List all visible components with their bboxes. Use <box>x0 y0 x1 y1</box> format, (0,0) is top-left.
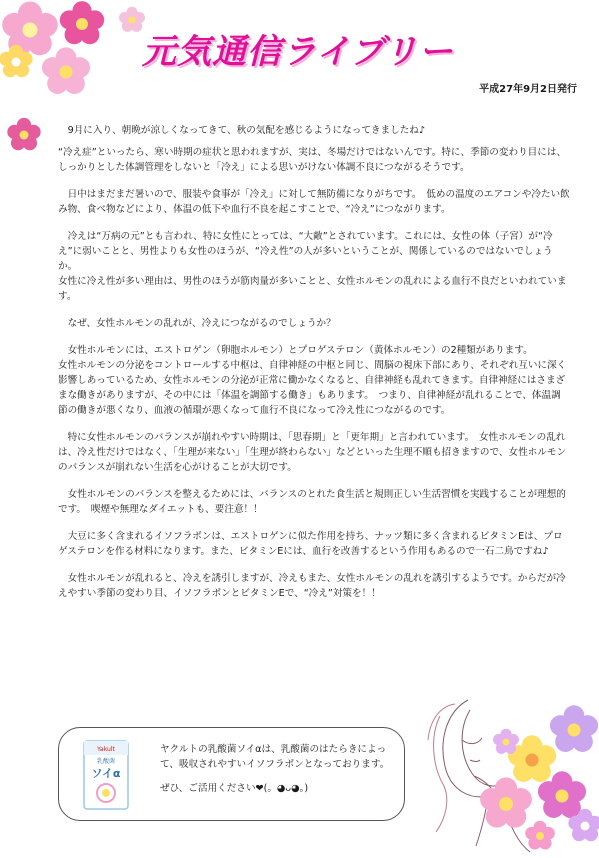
issue-date: 平成27年9月2日発行 <box>479 84 577 95</box>
flower-icon <box>119 7 145 32</box>
paragraph: 9月に入り、朝晩が涼しくなってきて、秋の気配を感じるようになってきましたね♪ <box>67 125 426 136</box>
flower-icon <box>493 729 519 754</box>
flower-icon <box>2 2 58 56</box>
product-description: ヤクルトの乳酸菌ソイαは、乳酸菌のはたらきによって、吸収されやすいイソフラボンとなっております。 <box>160 744 390 770</box>
paragraph: 女性ホルモンには、エストロゲン（卵胞ホルモン）とプロゲステロン（黄体ホルモン）の2種類があります。 女性ホルモンの分泌をコントロールする中枢は、自律神経の中枢と同じ、間脳の視床下部にあり、それぞれ互いに深く影響しあっているため、女性ホルモンの分泌が正常に働かなくなると、自律神経も乱れてきます。自律神経にはさまざまな働きがありますが、その中には「体温を調節する働き」もあります。 つまり、自律神経が乱れることで、体温調節の働きが悪くなり、血液の循環が悪くなって血行不良になって冷え性につながるのです。 <box>58 345 567 416</box>
article-body <box>58 123 570 613</box>
paragraph: 冷えは“万病の元”とも言われ、特に女性にとっては、“大敵”とされています。これには、女性の体（子宮）が“冷え”に弱いことと、男性よりも女性のほうが、“冷え性”の人が多いということが、関係しているのではないでしょうか。 女性に冷え性が多い理由は、男性のほうが筋肉量が多いことと、女性ホルモンの乱れによる血行不良だといわれています。 <box>58 231 567 302</box>
flower-icon <box>60 1 104 44</box>
package-brand: Yakult <box>97 746 115 753</box>
flower-icon <box>7 118 40 150</box>
paragraph: 女性ホルモンが乱れると、冷えを誘引しますが、冷えもまた、女性ホルモンの乱れを誘引するようです。からだが冷えやすい季節の変わり目、イソフラボンとビタミンEで、“冷え”対策を！！ <box>58 573 566 599</box>
product-package-icon <box>82 739 130 811</box>
paragraph: 特に女性ホルモンのバランスが崩れやすい時期は、「思春期」と「更年期」と言われています。 女性ホルモンの乱れは、冷え性だけではなく、「生理が来ない」「生理が終わらない」などといった生理不順も招きますので、女性ホルモンのバランスが崩れない生活を心がけることが大切です。 <box>58 432 567 473</box>
paragraph: 日中はまだまだ暑いので、服装や食事が「冷え」に対して無防備になりがちです。 低めの温度のエアコンや冷たい飲み物、食べ物などにより、体温の低下や血行不良を起こすことで、“冷え”につながります。 <box>58 189 570 215</box>
paragraph: 女性ホルモンのバランスを整えるためには、バランスのとれた食生活と規則正しい生活習慣を実践することが理想的です。 喫煙や無理なダイエットも、要注意！！ <box>58 489 566 515</box>
flower-icon <box>550 705 598 752</box>
paragraph: 大豆に多く含まれるイソフラボンは、エストロゲンに似た作用を持ち、ナッツ類に多く含まれるビタミンEは、プロゲステロンを作る材料になります。また、ビタミンEには、血行を改善するという作用もあるので一石二鳥ですね♪ <box>58 531 563 557</box>
paragraph: なぜ、女性ホルモンの乱れが、冷えにつながるのでしょうか？ <box>67 318 336 329</box>
package-label: ソイα <box>91 767 121 780</box>
package-small-label: 乳酸菌 <box>96 758 116 765</box>
flower-icon <box>42 47 90 94</box>
newsletter-title: 元気通信ライブリー <box>142 32 454 72</box>
paragraph: “冷え症”といったら、寒い時期の症状と思われますが、実は、冬場だけではないんです。特に、季節の変わり目には、しっかりとした体調管理をしないと「冷え」による思いがけない体調不良につながるそうです。 <box>58 147 567 173</box>
product-callout-text <box>160 742 390 796</box>
flower-icon <box>525 821 555 850</box>
product-cta: ぜひ、ご活用ください❤(。◕ᴗ◕。) <box>160 783 309 794</box>
